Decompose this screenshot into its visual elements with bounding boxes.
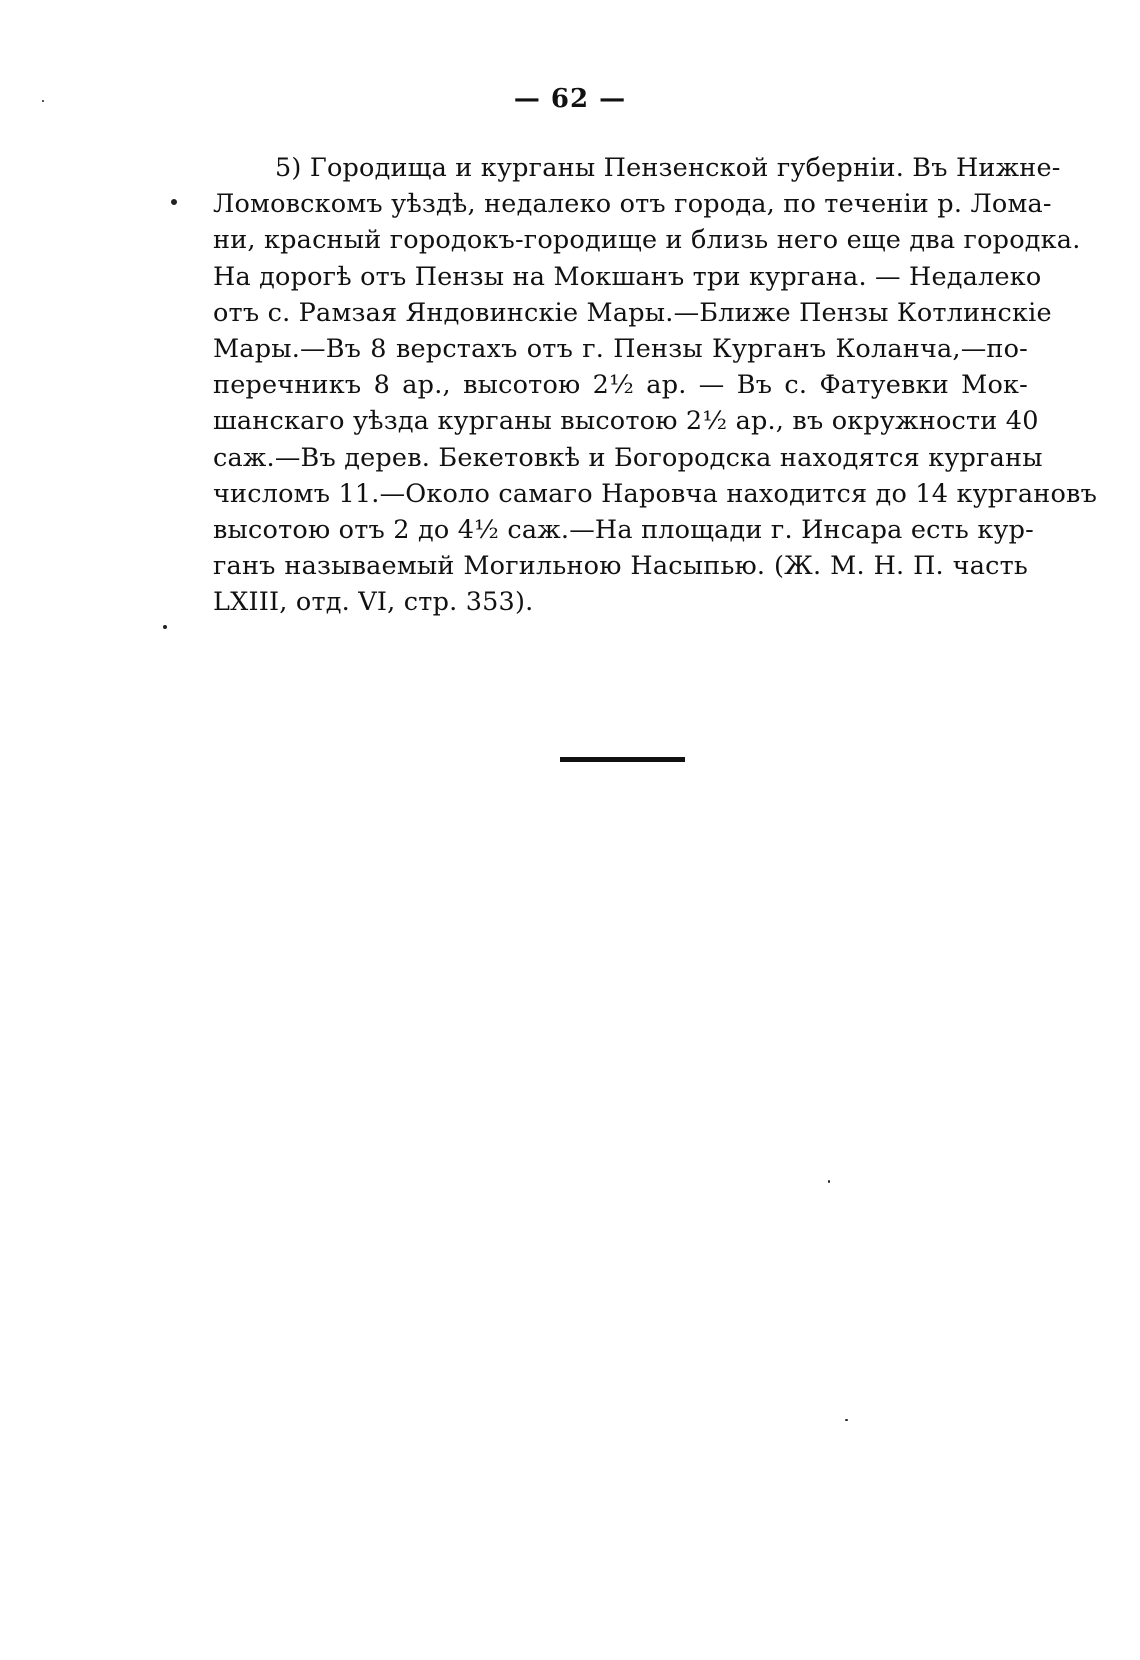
paragraph-line: саж.—Въ дерев. Бекетовкѣ и Богородска находятся курганы	[213, 442, 1043, 473]
paragraph-line: ни, красный городокъ-городище и близь него еще два городка.	[213, 225, 1081, 256]
scan-speck	[845, 1419, 848, 1421]
scan-speck	[171, 199, 177, 205]
scan-speck	[163, 625, 167, 629]
section-divider	[560, 757, 685, 762]
paragraph-line: Мары.—Въ 8 верстахъ отъ г. Пензы Курганъ Коланча,—по-	[213, 333, 1028, 364]
page-number: — 62 —	[513, 84, 627, 114]
paragraph-line: Ломовскомъ уѣздѣ, недалеко отъ города, по теченіи р. Лома-	[213, 189, 1052, 220]
paragraph-line: высотою отъ 2 до 4½ саж.—На площади г. Инсара есть кур-	[213, 514, 1034, 545]
paragraph-line: шанскаго уѣзда курганы высотою 2½ ар., въ окружности 40	[213, 406, 1039, 437]
paragraph-line: перечникъ 8 ар., высотою 2½ ар. — Въ с. Фатуевки Мок-	[213, 370, 1028, 401]
paragraph-line: LXIII, отд. VI, стр. 353).	[213, 587, 534, 618]
scan-speck	[42, 100, 44, 102]
paragraph-line: ганъ называемый Могильною Насыпью. (Ж. М. Н. П. часть	[213, 551, 1028, 582]
paragraph-line: 5) Городища и курганы Пензенской губерніи. Въ Нижне-	[275, 153, 1061, 183]
paragraph	[213, 150, 1098, 620]
scan-speck	[828, 1180, 830, 1183]
paragraph-line: числомъ 11.—Около самаго Наровча находится до 14 кургановъ	[213, 478, 1098, 509]
paragraph-line: На дорогѣ отъ Пензы на Мокшанъ три кургана. — Недалеко	[213, 261, 1042, 292]
paragraph-line: отъ с. Рамзая Яндовинскіе Мары.—Ближе Пензы Котлинскіе	[213, 297, 1052, 328]
